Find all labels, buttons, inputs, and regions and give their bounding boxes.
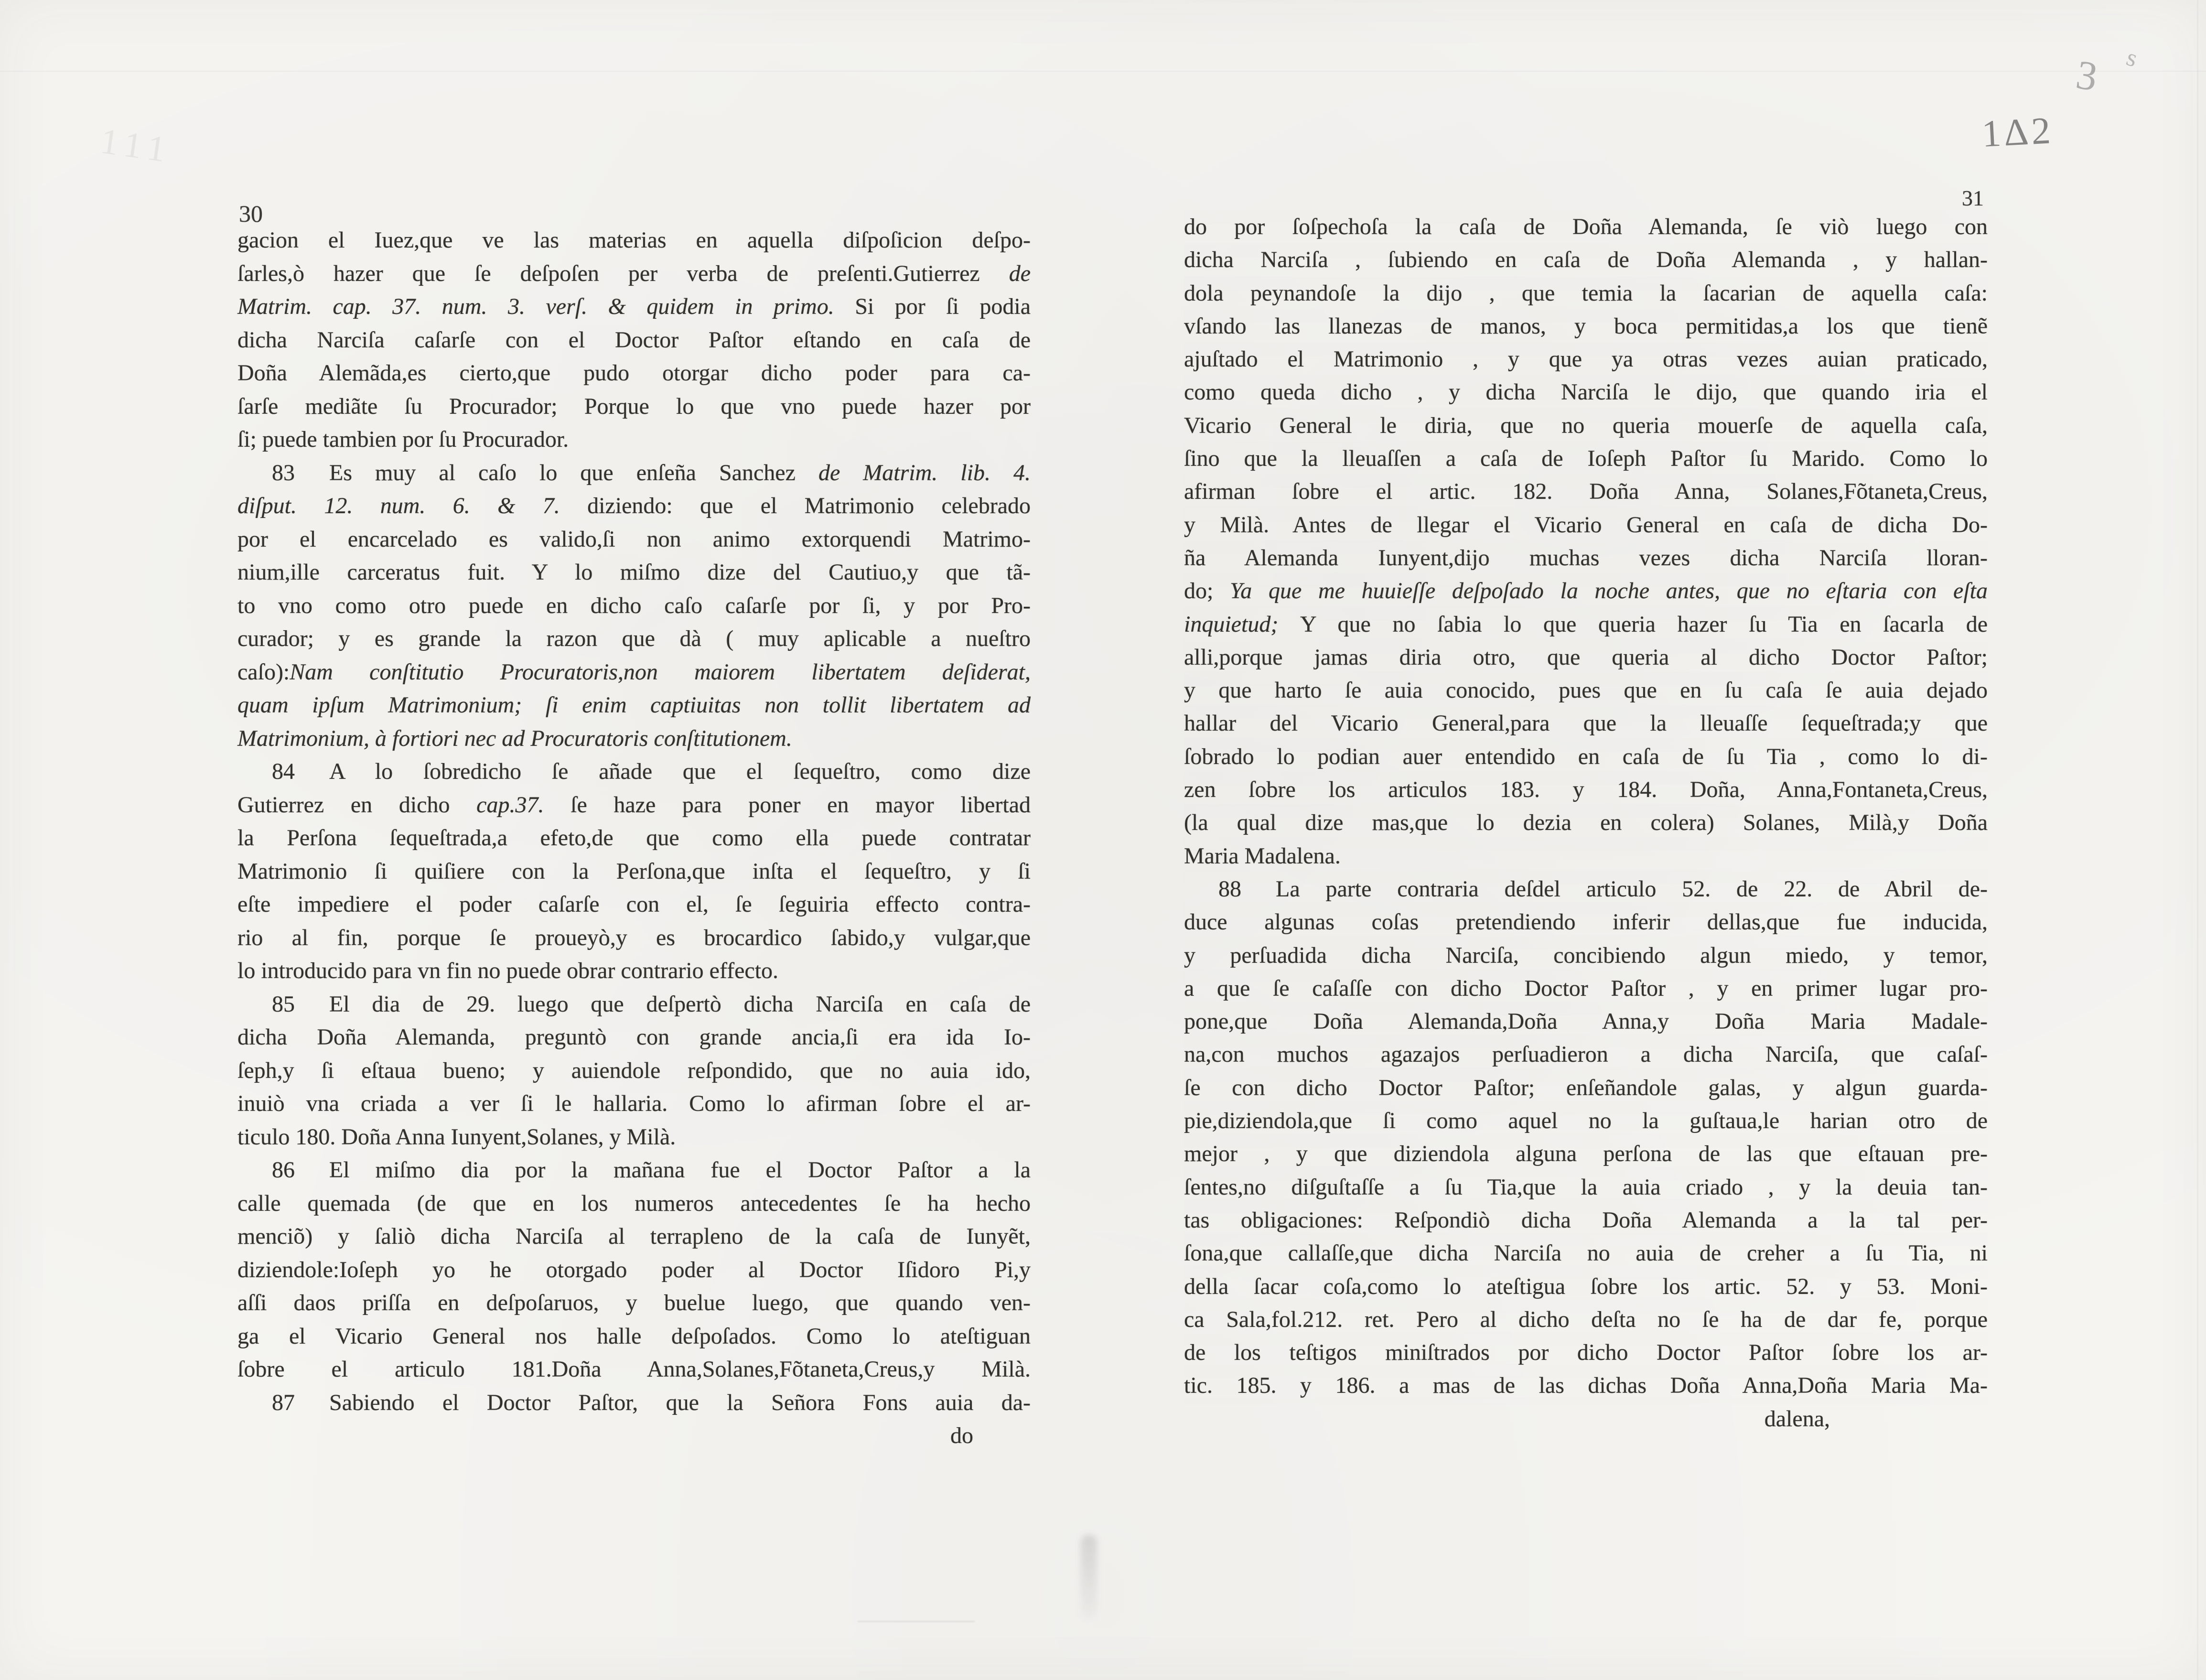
text-line: 86 El miſmo dia por la mañana fue el Doctor Paſtor a la	[272, 1157, 1031, 1183]
page-text-left	[237, 224, 1031, 1453]
text-line: dola peynandoſe la dijo , que temia la ſacarian de aquella caſa:	[1184, 280, 1988, 306]
text-line: pone,que Doña Alemanda,Doña Anna,y Doña Maria Madale-	[1184, 1009, 1988, 1034]
text-line: alli,porque jamas diria otro, que queria al dicho Doctor Paſtor;	[1184, 644, 1988, 670]
text-line: na,con muchos agazajos perſuadieron a dicha Narciſa, que caſaſ-	[1184, 1042, 1988, 1067]
scan-scratch	[858, 1621, 975, 1622]
text-line: 87 Sabiendo el Doctor Paſtor, que la Señora Fons auia da-	[272, 1389, 1031, 1415]
text-line: vſando las llanezas de manos, y boca permitidas,a los que tienẽ	[1184, 313, 1988, 339]
text-line: dicha Narciſa , ſubiendo en caſa de Doña Alemanda , y hallan-	[1184, 247, 1988, 273]
text-line: gacion el Iuez,que ve las materias en aquella diſpoſicion deſpo-	[237, 227, 1031, 253]
text-line: ſobre el articulo 181.Doña Anna,Solanes,Fõtaneta,Creus,y Milà.	[237, 1357, 1031, 1382]
pencil-folio-annotation: 1Δ2	[1980, 109, 2055, 155]
text-line: 88 La parte contraria deſdel articulo 52. de 22. de Abril de-	[1218, 876, 1988, 902]
text-line: curador; y es grande la razon que dà ( muy aplicable a nueſtro	[237, 626, 1031, 651]
text-line: dicha Narciſa caſarſe con el Doctor Paſtor eſtando en caſa de	[237, 327, 1031, 353]
text-line: 85 El dia de 29. luego que deſpertò dicha Narciſa en caſa de	[272, 991, 1031, 1017]
text-line: Matrimonio ſi quiſiere con la Perſona,que inſta el ſequeſtro, y ſi	[237, 858, 1031, 884]
text-line: ajuſtado el Matrimonio , y que ya otras vezes auian praticado,	[1184, 346, 1988, 372]
text-line: ſentes,no diſguſtaſſe a ſu Tia,que la auia criado , y la deuia tan-	[1184, 1174, 1988, 1200]
text-line: afirman ſobre el artic. 182. Doña Anna, Solanes,Fõtaneta,Creus,	[1184, 479, 1988, 505]
text-line: Vicario General le diria, que no queria mouerſe de aquella caſa,	[1184, 412, 1988, 438]
page-number-right: 31	[1962, 186, 1984, 210]
text-line: to vno como otro puede en dicho caſo caſarſe por ſi, y por Pro-	[237, 592, 1031, 618]
text-line: ſona,que callaſſe,que dicha Narciſa no auia de creher a ſu Tia, ni	[1184, 1240, 1988, 1266]
text-line: ſino que la lleuaſſen a caſa de Ioſeph Paſtor ſu Marido. Como lo	[1184, 446, 1988, 472]
text-line: ſeph,y ſi eſtaua bueno; y auiendole reſpondido, que no auia ido,	[237, 1057, 1031, 1083]
text-line: tic. 185. y 186. a mas de las dichas Doña Anna,Doña Maria Ma-	[1184, 1373, 1988, 1399]
text-line: pie,diziendola,que ſi como aquel no la guſtaua,le harian otro de	[1184, 1108, 1988, 1134]
text-line: ſe con dicho Doctor Paſtor; enſeñandole galas, y algun guarda-	[1184, 1075, 1988, 1100]
text-line: della ſacar coſa,como lo ateſtigua ſobre los artic. 52. y 53. Moni-	[1184, 1273, 1988, 1299]
text-line: do por ſoſpechoſa la caſa de Doña Alemanda, ſe viò luego con	[1184, 214, 1988, 239]
text-line: (la qual dize mas,que lo dezia en colera) Solanes, Milà,y Doña	[1184, 810, 1988, 836]
pencil-faint-annotation: 111	[97, 120, 175, 171]
page-text-right	[1184, 210, 1988, 1435]
text-line: mejor , y que diziendola alguna perſona de las que eſtauan pre-	[1184, 1141, 1988, 1167]
text-line: duce algunas coſas pretendiendo inferir dellas,que fue inducida,	[1184, 909, 1988, 935]
text-line: ticulo 180. Doña Anna Iunyent,Solanes, y Milà.	[237, 1124, 676, 1150]
text-line: inquietud; Y que no ſabia lo que queria hazer ſu Tia en ſacarla de	[1184, 611, 1988, 637]
text-line: dicha Doña Alemanda, preguntò con grande ancia,ſi era ida Io-	[237, 1024, 1031, 1050]
text-line: Maria Madalena.	[1184, 843, 1341, 869]
scan-edge-right	[2197, 0, 2198, 1680]
text-line: a que ſe caſaſſe con dicho Doctor Paſtor , y en primer lugar pro-	[1184, 975, 1988, 1001]
text-line: y perſuadida dicha Narciſa, concibiendo algun miedo, y temor,	[1184, 942, 1988, 968]
text-line: diſput. 12. num. 6. & 7. diziendo: que el Matrimonio celebrado	[237, 493, 1031, 518]
text-line: ſi; puede tambien por ſu Procurador.	[237, 427, 569, 452]
text-line: diziendole:Ioſeph yo he otorgado poder al Doctor Iſidoro Pi,y	[237, 1257, 1031, 1282]
text-line: inuiò vna criada a ver ſi le hallaria. Como lo afirman ſobre el ar-	[237, 1091, 1031, 1116]
text-line: menciõ) y ſaliò dicha Narciſa al terrapleno de la caſa de Iunyẽt,	[237, 1224, 1031, 1249]
scan-edge-line	[0, 71, 2206, 72]
text-line: ſobrado lo podian auer entendido en caſa de ſu Tia , como lo di-	[1184, 743, 1988, 769]
text-line: eſte impediere el poder caſarſe con el, ſe ſeguiria effecto contra-	[237, 892, 1031, 917]
gutter-shadow	[1081, 1535, 1097, 1620]
text-line: ca Sala,fol.212. ret. Pero al dicho deſta no ſe ha de dar fe, porque	[1184, 1306, 1988, 1332]
text-line: y Milà. Antes de llegar el Vicario General en caſa de dicha Do-	[1184, 512, 1988, 538]
page-number-left: 30	[239, 200, 263, 227]
text-line: nium,ille carceratus fuit. Y lo miſmo dize del Cautiuo,y que tã-	[237, 560, 1031, 585]
text-line: por el encarcelado es valido,ſi non animo extorquendi Matrimo-	[237, 526, 1031, 552]
text-line: tas obligaciones: Reſpondiò dicha Doña Alemanda a la tal per-	[1184, 1207, 1988, 1233]
text-line: la Perſona ſequeſtrada,a efeto,de que como ella puede contratar	[237, 825, 1031, 851]
text-line: calle quemada (de que en los numeros antecedentes ſe ha hecho	[237, 1190, 1031, 1216]
pencil-mark-annotation: 3	[2073, 51, 2101, 100]
text-line: como queda dicho , y dicha Narciſa le dijo, que quando iria el	[1184, 379, 1988, 405]
text-line: Gutierrez en dicho cap.37. ſe haze para poner en mayor libertad	[237, 792, 1031, 818]
text-line: y que harto ſe auia conocido, pues que en ſu caſa ſe auia dejado	[1184, 678, 1988, 703]
text-line: ſarſe mediãte ſu Procurador; Porque lo que vno puede hazer por	[237, 393, 1031, 419]
text-line: de los teſtigos miniſtrados por dicho Doctor Paſtor ſobre los ar-	[1184, 1340, 1988, 1366]
text-line: Doña Alemãda,es cierto,que pudo otorgar dicho poder para ca-	[237, 360, 1031, 386]
text-line: do; Ya que me huuieſſe deſpoſado la noche antes, que no eſtaria con eſta	[1184, 578, 1988, 604]
text-line: aſſi daos priſſa en deſpoſaruos, y buelue luego, que quando ven-	[237, 1290, 1031, 1315]
text-line: zen ſobre los articulos 183. y 184. Doña, Anna,Fontaneta,Creus,	[1184, 777, 1988, 803]
pencil-squiggle-annotation: s	[2123, 43, 2141, 73]
text-line: caſo):Nam conſtitutio Procuratoris,non maiorem libertatem deſiderat,	[237, 659, 1031, 685]
text-line: Matrim. cap. 37. num. 3. verſ. & quidem in primo. Si por ſi podia	[237, 294, 1031, 319]
text-line: ga el Vicario General nos halle deſpoſados. Como lo ateſtiguan	[237, 1323, 1031, 1349]
catchword: do	[950, 1423, 973, 1448]
text-line: ña Alemanda Iunyent,dijo muchas vezes dicha Narciſa lloran-	[1184, 545, 1988, 571]
catchword: dalena,	[1764, 1406, 1830, 1432]
text-line: 84 A lo ſobredicho ſe añade que el ſequeſtro, como dize	[272, 759, 1031, 784]
text-line: lo introducido para vn fin no puede obrar contrario effecto.	[237, 958, 779, 983]
text-line: Matrimonium, à fortiori nec ad Procuratoris conſtitutionem.	[237, 725, 792, 751]
text-line: ſarles,ò hazer que ſe deſpoſen per verba de preſenti.Gutierrez de	[237, 260, 1031, 286]
text-line: hallar del Vicario General,para que la lleuaſſe ſequeſtrada;y que	[1184, 711, 1988, 736]
text-line: quam ipſum Matrimonium; ſi enim captiuitas non tollit libertatem ad	[237, 692, 1031, 718]
text-line: 83 Es muy al caſo lo que enſeña Sanchez de Matrim. lib. 4.	[272, 460, 1031, 485]
text-line: rio al fin, porque ſe proueyò,y es brocardico ſabido,y vulgar,que	[237, 925, 1031, 950]
